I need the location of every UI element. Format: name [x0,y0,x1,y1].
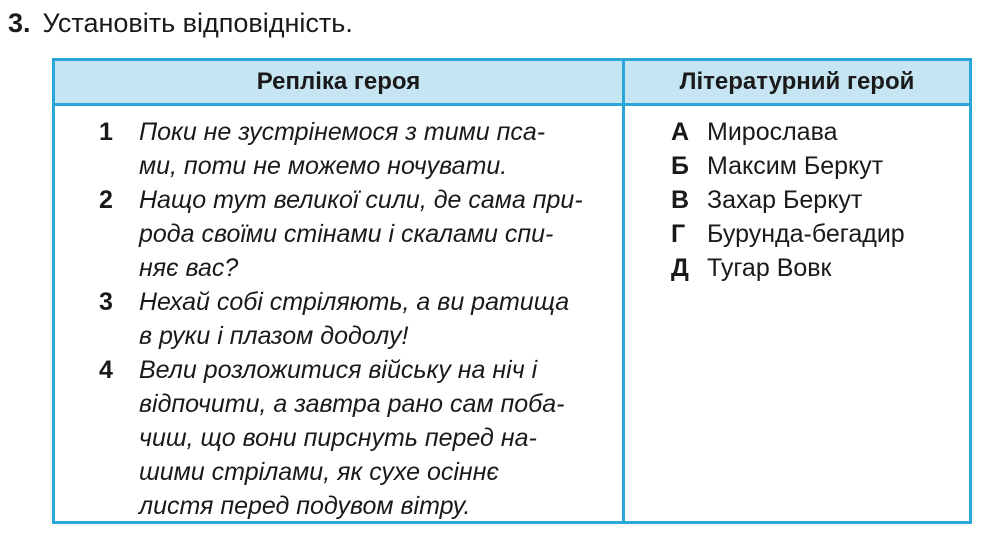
cue-line: Нащо тут великої сили, де сама при- [139,186,583,214]
cue-line: Нехай собі стріляють, а ви ратища [139,288,570,316]
hero-item-b [671,149,971,183]
matching-table [52,58,972,524]
cue-line: чиш, що вони пирснуть перед на- [139,424,537,452]
hero-item-a [671,115,971,149]
cue-line: рода своїми стінами і скалами спи- [139,220,554,248]
header-hero: Літературний герой [679,68,915,95]
header-cue: Репліка героя [256,68,421,95]
cue-line: Вели розложитися війську на ніч і [139,356,538,384]
hero-name: Мирослава [707,118,838,146]
cue-line: Поки не зустрінемося з тими пса- [139,118,546,146]
task-heading [8,8,353,38]
hero-item-d [671,251,971,285]
cue-number: 1 [99,118,113,146]
hero-letter: Г [671,220,686,248]
cue-line: няє вас? [139,254,239,282]
cue-item-1 [99,115,615,183]
cue-line: в руки і плазом додолу! [139,322,409,350]
cue-item-3 [99,285,615,353]
table-header-row [55,61,969,106]
hero-list [671,115,971,285]
column-divider [622,61,625,521]
cue-number: 3 [99,288,113,316]
hero-letter: В [671,186,690,214]
cue-line: листя перед подувом вітру. [139,492,471,520]
task-number: 3. [8,8,31,38]
cue-number: 4 [99,356,113,384]
hero-letter: Д [671,254,689,282]
cue-line: шими стрілами, як сухе осіннє [139,458,499,486]
cue-number: 2 [99,186,113,214]
hero-name: Максим Беркут [707,152,884,180]
hero-letter: Б [671,152,689,180]
hero-item-v [671,183,971,217]
cue-line: відпочити, а завтра рано сам поба- [139,390,565,418]
cue-item-4 [99,353,615,523]
hero-name: Тугар Вовк [707,254,832,282]
hero-name: Бурунда-бегадир [707,220,905,248]
hero-item-h [671,217,971,251]
cue-list [99,115,615,523]
cue-line: ми, поти не можемо ночувати. [139,152,508,180]
task-instruction: Установіть відповідність. [42,8,353,38]
cue-item-2 [99,183,615,285]
hero-name: Захар Беркут [707,186,863,214]
hero-letter: А [671,118,690,146]
